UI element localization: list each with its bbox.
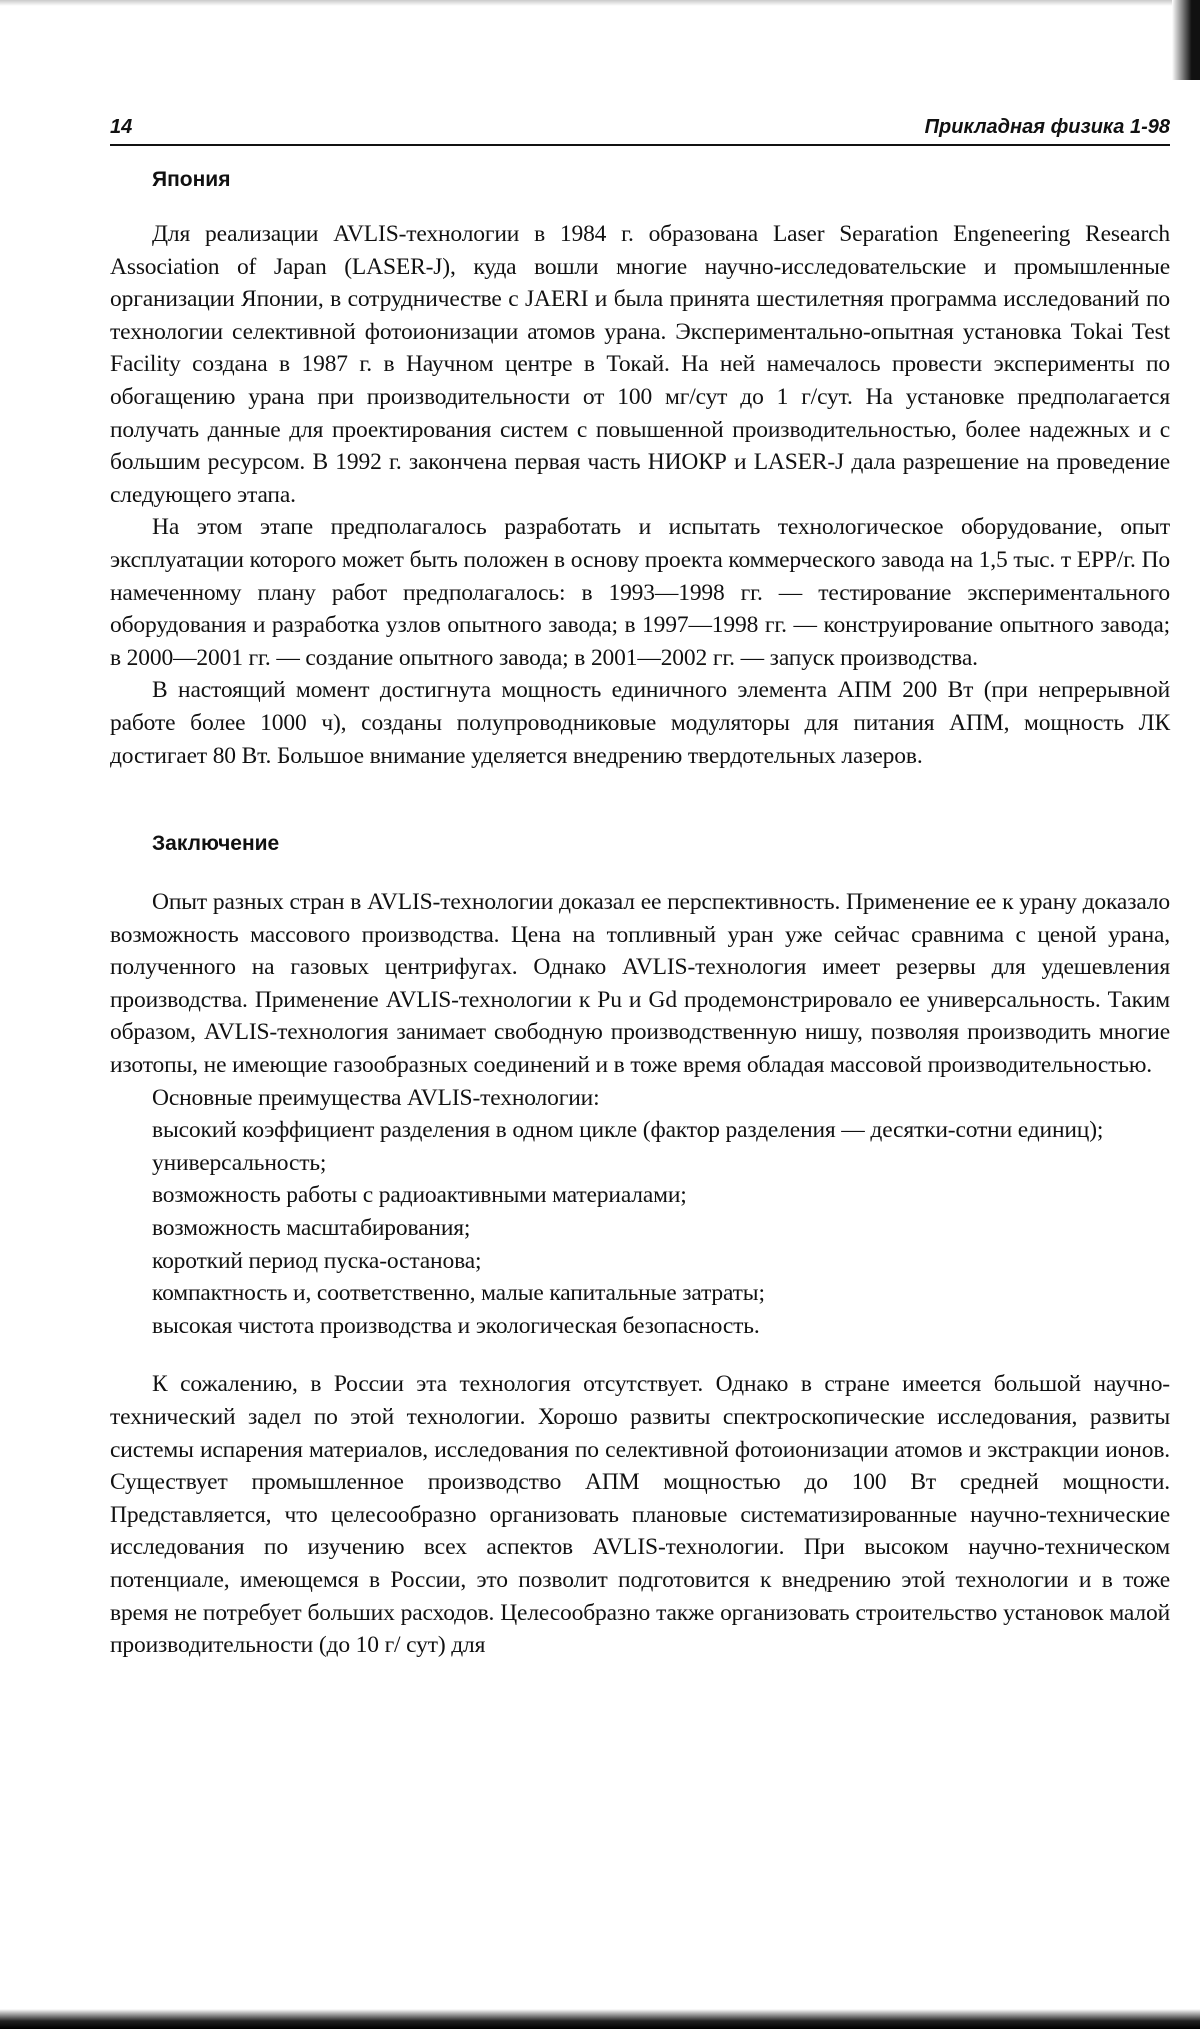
scan-edge-right — [1172, 0, 1200, 80]
paragraph: На этом этапе предполагалось разработать и испытать технологическое оборудование, опыт эксплуатации которого может быть положен в основу проекта коммерческого завода на 1,5 тыс. т ЕРР/г. По намеченному плану работ предполагалось: в 1993—1998 гг. — тестирование экспериментального оборудования и разработка узлов опытного завода; в 1997—1998 гг. — конструирование опытного завода; в 2000—2001 гг. — создание опытного завода; в 2001—2002 гг. — запуск производства. — [110, 514, 1170, 671]
paragraph: Для реализации AVLIS-технологии в 1984 г. образована Laser Separation Engeneering Research Association of Japan (LASER-J), куда вошли многие научно-исследовательские и промышленные организации Японии, в сотрудничестве с JAERI и была принята шестилетняя программа исследований по технологии селективной фотоионизации атомов урана. Экспериментально-опытная установка Tokai Test Facility создана в 1987 г. в Научном центре в Токай. На ней намечалось провести эксперименты по обогащению урана при производительности от 100 мг/сут до 1 г/сут. На установке предполагается получать данные для проектирования систем с повышенной производительностью, более надежных и с большим ресурсом. В 1992 г. закончена первая часть НИОКР и LASER-J дала разрешение на проведение следующего этапа. — [110, 221, 1170, 508]
list-item: высокая чистота производства и экологическая безопасность. — [152, 1312, 760, 1339]
list-item: возможность масштабирования; — [152, 1215, 471, 1242]
section-heading-japan: Япония — [152, 168, 231, 191]
advantages-intro: Основные преимущества AVLIS-технологии: — [152, 1084, 600, 1111]
running-head — [110, 108, 1170, 146]
paragraph: В настоящий момент достигнута мощность единичного элемента АПМ 200 Вт (при непрерывной работе более 1000 ч), созданы полупроводниковые модуляторы для питания АПМ, мощность ЛК достигает 80 Вт. Большое внимание уделяется внедрению твердотельных лазеров. — [110, 677, 1170, 769]
list-item: высокий коэффициент разделения в одном цикле (фактор разделения — десятки-сотни единиц); — [152, 1117, 1104, 1144]
paragraph: Опыт разных стран в AVLIS-технологии доказал ее перспективность. Применение ее к урану доказало возможность массового производства. Цена на топливный уран уже сейчас сравнима с ценой урана, полученного на газовых центрифугах. Однако AVLIS-технология имеет резервы для удешевления производства. Применение AVLIS-технологии к Pu и Gd продемонстрировало ее универсальность. Таким образом, AVLIS-технология занимает свободную производственную нишу, позволяя производить многие изотопы, не имеющие газообразных соединений и в тоже время обладая массовой производительностью. — [110, 889, 1170, 1079]
scan-edge-bottom — [0, 2009, 1200, 2029]
scan-edge-top — [0, 0, 1200, 6]
list-item: компактность и, соответственно, малые капитальные затраты; — [152, 1280, 765, 1307]
page — [110, 108, 1170, 1662]
list-item: короткий период пуска-останова; — [152, 1247, 482, 1274]
section-heading-conclusion: Заключение — [152, 832, 280, 856]
spacer — [110, 1342, 1170, 1368]
page-number: 14 — [110, 116, 133, 138]
closing-paragraph: К сожалению, в России эта технология отсутствует. Однако в стране имеется большой научно-технический задел по этой технологии. Хорошо развиты спектроскопические исследования, развиты системы испарения материалов, исследования по селективной фотоионизации атомов и экстракции ионов. Существует промышленное производство АПМ мощностью до 100 Вт средней мощности. Представляется, что целесообразно организовать плановые систематизированные научно-технические исследования по изучению всех аспектов AVLIS-технологии. При высоком научно-техническом потенциале, имеющемся в России, это позволит подготовится к внедрению этой технологии и в тоже время не потребует больших расходов. Целесообразно также организовать строительство установок малой производительности (до 10 г/ сут) для — [110, 1371, 1170, 1659]
advantages-list — [110, 1114, 1170, 1342]
journal-title: Прикладная физика 1-98 — [924, 116, 1170, 138]
list-item: универсальность; — [152, 1149, 327, 1176]
list-item: возможность работы с радиоактивными материалами; — [152, 1182, 687, 1209]
